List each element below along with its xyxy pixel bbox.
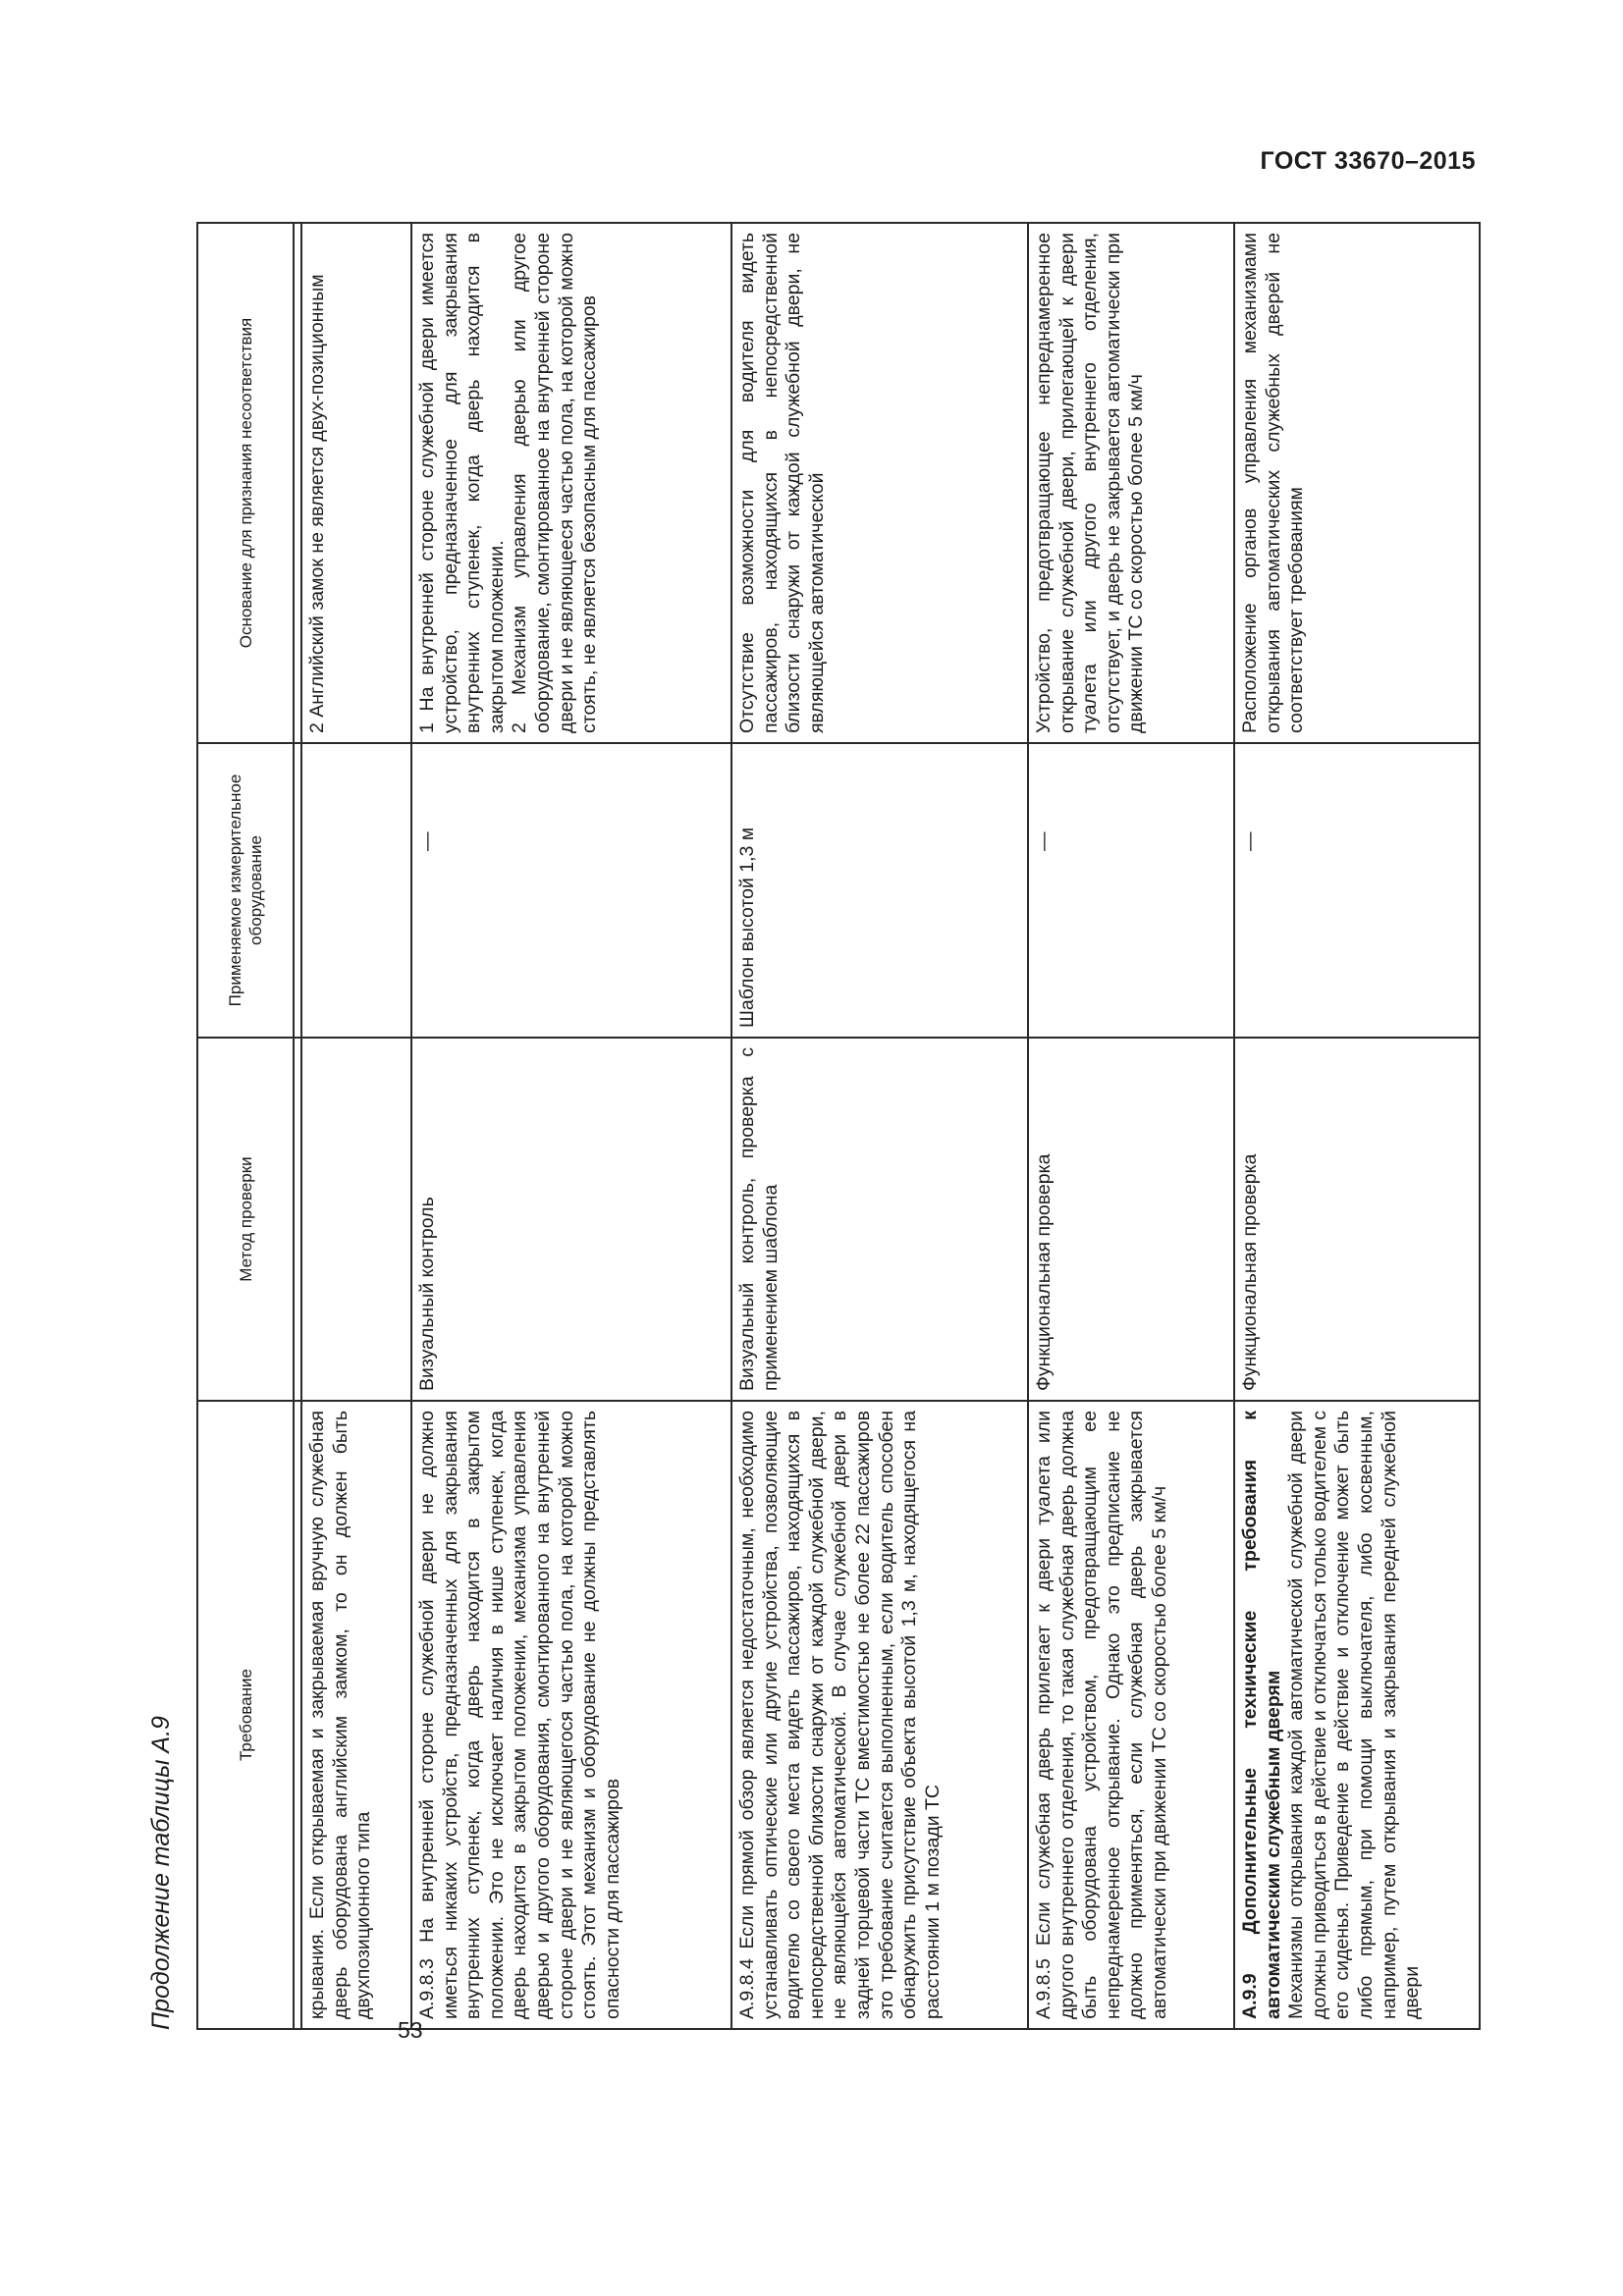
col-header-basis: Основание для признания несоответствия: [197, 223, 294, 743]
header-spacer-row: [294, 223, 301, 2029]
equipment-cell: [1028, 743, 1234, 1038]
dash-mark: —: [1033, 831, 1055, 851]
basis-cell: Устройство, предотвращающее непреднамеренное открывание служебной двери, прилегающей к двери туалета или другого внутреннего отделения, отсутствует, и дверь не закрывается автоматически при движении ТС со скоростью более 5 км/ч: [1028, 223, 1234, 743]
section-body: Механизмы открывания каждой автоматической служебной двери должны приводиться в действие и отключаться только водителем с его сиденья. Приведение в действие и отключение может быть либо прямым, при помощи выключателя, либо косвенным, например, путем открывания и закрывания передней служебной двери: [1285, 1411, 1424, 2019]
basis-cell: 1 На внутренней стороне служебной двери имеется устройство, предназначенное для закрывания внутренних ступенек, когда дверь находится в закрытом положении. 2 Механизм управления дверью или другое оборудование, смонтированное на внутренней стороне двери и не являющееся частью пола, на которой можно стоять, не является безопасным для пассажиров: [411, 223, 731, 743]
dash-mark: —: [1239, 831, 1261, 851]
dash-mark: —: [416, 831, 438, 851]
requirement-cell: крывания. Если открываемая и закрываемая вручную служебная дверь оборудована английским замком, то он должен быть двухпозиционного типа: [301, 1401, 411, 2029]
requirements-table: [196, 222, 1481, 2030]
basis-cell: 2 Английский замок не является двух-позиционным: [301, 223, 411, 743]
requirement-cell: [1234, 1401, 1480, 2029]
method-cell: [301, 1038, 411, 1401]
table-row: [411, 223, 731, 2029]
equipment-cell: [301, 743, 411, 1038]
col-header-equipment: Применяемое измерительное оборудование: [197, 743, 294, 1038]
requirement-cell: А.9.8.4 Если прямой обзор является недостаточным, необходимо устанавливать оптические или другие устройства, позволяющие водителю со своего места видеть пассажиров, находящихся в непосредственной близости снаружи от каждой служебной двери, не являющейся автоматической. В случае служебной двери в задней торцевой части ТС вместимостью не более 22 пассажиров это требование считается выполненным, если водитель способен обнаружить присутствие объекта высотой 1,3 м, находящегося на расстоянии 1 м позади ТС: [731, 1401, 1028, 2029]
table-row: [731, 223, 1028, 2029]
col-header-method: Метод проверки: [197, 1038, 294, 1401]
table-caption: Продолжение таблицы А.9: [147, 1716, 175, 2030]
standard-designation: ГОСТ 33670–2015: [1260, 147, 1476, 175]
col-header-requirement: Требование: [197, 1401, 294, 2029]
method-cell: Визуальный контроль, проверка с применением шаблона: [731, 1038, 1028, 1401]
equipment-cell: [1234, 743, 1480, 1038]
requirement-cell: А.9.8.5 Если служебная дверь прилегает к двери туалета или другого внутреннего отделения, то такая служебная дверь должна быть оборудована устройством, предотвращающим ее непреднамеренное открывание. Однако это предписание не должно применяться, если служебная дверь закрывается автоматически при движении ТС со скоростью более 5 км/ч: [1028, 1401, 1234, 2029]
table-row: [301, 223, 411, 2029]
equipment-cell: [411, 743, 731, 1038]
table-row: [1028, 223, 1234, 2029]
page-number: 53: [398, 2017, 423, 2043]
requirement-cell: А.9.8.3 На внутренней стороне служебной двери не должно иметься никаких устройств, предназначенных для закрывания внутренних ступенек, когда дверь находится в закрытом положении. Это не исключает наличия в нише ступенек, когда дверь находится в закрытом положении, механизма управления дверью и другого оборудования, смонтированного на внутренней стороне двери и не являющегося частью пола, на которой можно стоять. Этот механизм и оборудование не должны представлять опасности для пассажиров: [411, 1401, 731, 2029]
rotated-table-area: [147, 224, 1468, 2030]
equipment-cell: Шаблон высотой 1,3 м: [731, 743, 1028, 1038]
basis-cell: Расположение органов управления механизмами открывания автоматических служебных дверей не соответствует требованиям: [1234, 223, 1480, 743]
table-row: [1234, 223, 1480, 2029]
method-cell: Функциональная проверка: [1028, 1038, 1234, 1401]
basis-cell: Отсутствие возможности для водителя видеть пассажиров, находящихся в непосредственной близости снаружи от каждой служебной двери, не являющейся автоматической: [731, 223, 1028, 743]
method-cell: Функциональная проверка: [1234, 1038, 1480, 1401]
table-header-row: [197, 223, 294, 2029]
method-cell: Визуальный контроль: [411, 1038, 731, 1401]
section-heading: А.9.9 Дополнительные технические требования к автоматическим служебным дверям: [1239, 1411, 1284, 2019]
